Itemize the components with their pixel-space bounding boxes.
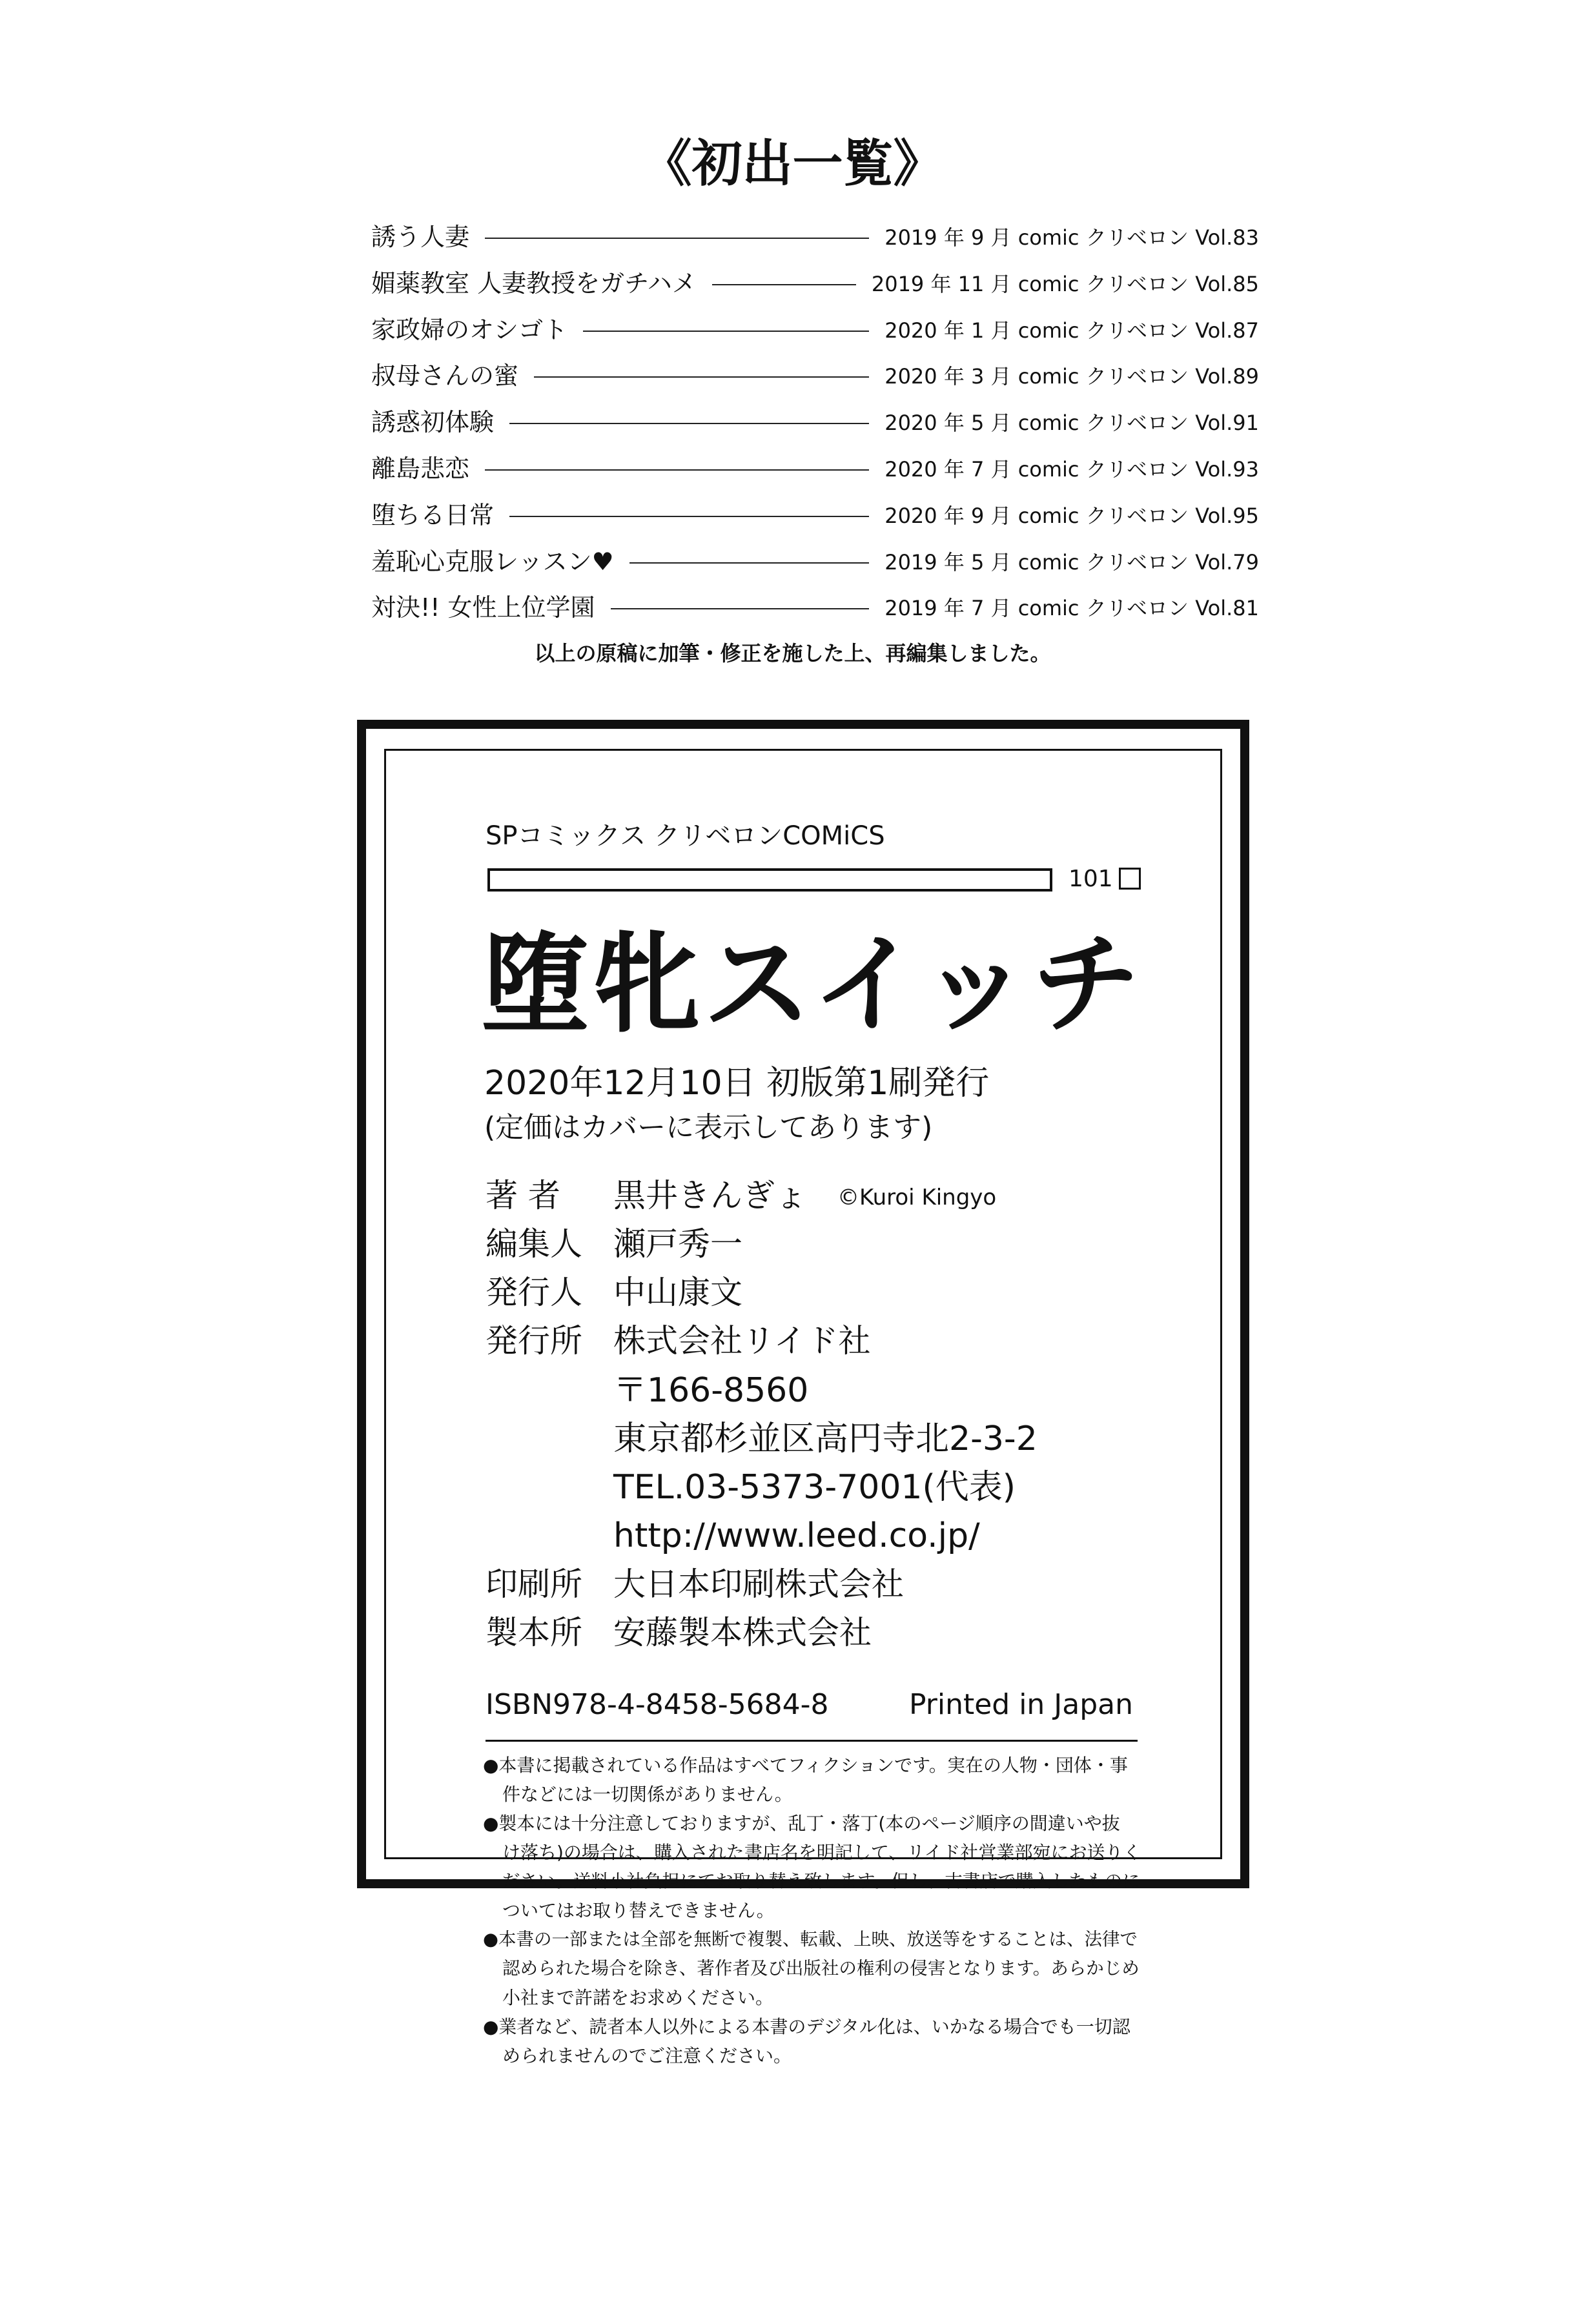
leader-line — [712, 284, 856, 285]
entry-source: 2019 年 11 月 comic クリベロン Vol.85 — [871, 271, 1259, 296]
entry-title: 誘惑初体験 — [371, 408, 495, 437]
legal-note-line: ●本書に掲載されている作品はすべてフィクションです。実在の人物・団体・事 — [483, 1755, 1128, 1776]
notes-divider — [486, 1740, 1138, 1742]
entry-title: 誘う人妻 — [371, 223, 470, 251]
entry-source: 2020 年 3 月 comic クリベロン Vol.89 — [885, 364, 1259, 389]
legal-note-line: ●本書の一部または全部を無断で複製、転載、上映、放送等をすることは、法律で — [483, 1929, 1138, 1950]
list-item — [371, 311, 1259, 350]
legal-note — [483, 1751, 1141, 1809]
publisher-name: 株式会社リイド社 — [613, 1322, 871, 1360]
legal-note-line: められませんのでご注意ください。 — [502, 2045, 792, 2066]
entry-title: 堕ちる日常 — [371, 500, 495, 529]
publisher-person-name: 中山康文 — [613, 1274, 742, 1311]
entry-title: 家政婦のオシゴト — [371, 315, 568, 344]
entry-title: 媚薬教室 人妻教授をガチハメ — [371, 269, 697, 298]
publisher-label: 発行所 — [486, 1322, 582, 1360]
list-item — [371, 496, 1259, 535]
leader-line — [485, 469, 869, 471]
leader-line — [611, 608, 869, 609]
author-label: 著 者 — [486, 1177, 560, 1214]
editor-name: 瀬戸秀一 — [613, 1225, 742, 1263]
list-item — [371, 403, 1259, 442]
editor-label: 編集人 — [486, 1225, 582, 1263]
entry-title: 対決!! 女性上位学園 — [371, 593, 595, 622]
legal-note-line: ●製本には十分注意しておりますが、乱丁・落丁(本のページ順序の間違いや抜 — [483, 1813, 1120, 1834]
legal-note-line: ついてはお取り替えできません。 — [502, 1900, 775, 1921]
legal-note-line: 小社まで許諾をお求めください。 — [502, 1987, 774, 2008]
first-appearances-title: 《初出一覧》 — [641, 135, 944, 193]
legal-note-line: 件などには一切関係がありません。 — [502, 1784, 793, 1805]
legal-note — [483, 1925, 1141, 2012]
list-item — [371, 543, 1259, 582]
entry-source: 2020 年 5 月 comic クリベロン Vol.91 — [885, 411, 1259, 436]
printer-name: 大日本印刷株式会社 — [613, 1565, 904, 1603]
entry-source: 2020 年 7 月 comic クリベロン Vol.93 — [885, 457, 1259, 482]
entry-title: 離島悲恋 — [371, 454, 470, 483]
list-item — [371, 357, 1259, 396]
binder-label: 製本所 — [486, 1614, 582, 1651]
postal-code: 〒166-8560 — [613, 1371, 809, 1410]
isbn: ISBN978-4-8458-5684-8 — [486, 1688, 829, 1721]
entry-title: 叔母さんの蜜 — [371, 362, 519, 391]
entry-source: 2019 年 5 月 comic クリベロン Vol.79 — [885, 549, 1259, 575]
entry-title: 羞恥心克服レッスン♥ — [371, 547, 614, 576]
series-checkbox — [1119, 868, 1141, 890]
address: 東京都杉並区高円寺北2-3-2 — [613, 1420, 1038, 1458]
legal-note — [483, 1809, 1141, 1925]
book-title: 堕牝スイッチ — [481, 921, 1143, 1048]
leader-line — [534, 376, 869, 378]
series-name: SPコミックス クリベロンCOMiCS — [486, 821, 885, 851]
copyright: ©Kuroi Kingyo — [837, 1185, 997, 1210]
list-item — [371, 218, 1259, 257]
leader-line — [629, 562, 869, 564]
legal-note-line: ●業者など、読者本人以外による本書のデジタル化は、いかなる場合でも一切認 — [483, 2016, 1130, 2037]
series-number: 101 — [1069, 866, 1113, 892]
printed-in: Printed in Japan — [909, 1688, 1134, 1721]
entry-source: 2019 年 9 月 comic クリベロン Vol.83 — [885, 225, 1259, 250]
leader-line — [485, 238, 869, 239]
list-item — [371, 450, 1259, 489]
list-item — [371, 265, 1259, 303]
entry-source: 2020 年 1 月 comic クリベロン Vol.87 — [885, 318, 1259, 343]
legal-note-line: ださい。送料小社負担にてお取り替え致します。但し、古書店で購入したものに — [502, 1871, 1140, 1891]
website-link[interactable]: http://www.leed.co.jp/ — [613, 1516, 980, 1555]
binder-name: 安藤製本株式会社 — [613, 1614, 872, 1651]
author-name: 黒井きんぎょ — [613, 1177, 807, 1214]
first-appearances-note: 以上の原稿に加筆・修正を施した上、再編集しました。 — [534, 641, 1051, 666]
legal-note-line: け落ち)の場合は、購入された書店名を明記して、リイド社営業部宛にお送りく — [502, 1842, 1141, 1863]
entry-source: 2019 年 7 月 comic クリベロン Vol.81 — [885, 596, 1259, 621]
publication-date: 2020年12月10日 初版第1刷発行 — [484, 1064, 990, 1103]
legal-note — [483, 2012, 1141, 2070]
list-item — [371, 589, 1259, 627]
entry-source: 2020 年 9 月 comic クリベロン Vol.95 — [885, 503, 1259, 528]
series-bar — [487, 868, 1052, 892]
telephone: TEL.03-5373-7001(代表) — [613, 1468, 1016, 1507]
publisher-person-label: 発行人 — [486, 1274, 582, 1311]
leader-line — [509, 516, 869, 517]
leader-line — [583, 331, 869, 332]
legal-note-line: 認められた場合を除き、著作者及び出版社の権利の侵害となります。あらかじめ — [502, 1958, 1140, 1979]
leader-line — [509, 423, 869, 424]
printer-label: 印刷所 — [486, 1565, 582, 1603]
price-note: (定価はカバーに表示してあります) — [484, 1111, 933, 1144]
